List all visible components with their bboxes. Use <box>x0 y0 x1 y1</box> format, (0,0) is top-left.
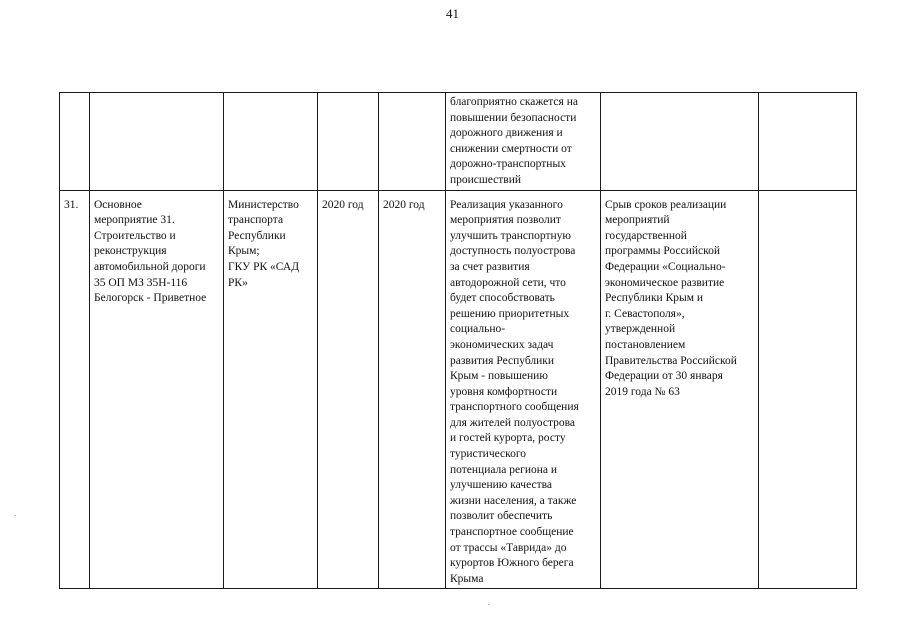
cell-start-year: 2020 год <box>318 190 379 589</box>
cell-link <box>759 93 857 191</box>
cell-link <box>759 190 857 589</box>
cell-activity-name: Основное мероприятие 31. Строительство и реконструкция автомобильной дороги 35 ОП МЗ 35Н-116 Белогорск - Приветное <box>90 190 224 589</box>
cell-consequences <box>601 93 759 191</box>
scan-artifact <box>488 604 490 605</box>
cell-expected-result: благоприятно скажется на повышении безопасности дорожного движения и снижении смертности от дорожно-транспортных происшествий <box>446 93 601 191</box>
page-number: 41 <box>446 6 459 21</box>
cell-number: 31. <box>60 190 90 589</box>
cell-activity-name <box>90 93 224 191</box>
scan-artifact <box>14 515 16 516</box>
cell-number <box>60 93 90 191</box>
cell-consequences: Срыв сроков реализации мероприятий государственной программы Российской Федерации «Социально- экономическое развитие Республики Крым и г. Севастополя», утвержденной постановлением Правительства Российской Федерации от 30 января 2019 года № 63 <box>601 190 759 589</box>
activities-table <box>59 92 857 589</box>
table-row <box>60 190 857 589</box>
cell-expected-result: Реализация указанного мероприятия позволит улучшить транспортную доступность полуострова за счет развития автодорожной сети, что будет способствовать решению приоритетных социально- экономических задач развития Республики Крым - повышению уровня комфортности транспортного сообщения для жителей полуострова и гостей курорта, росту туристического потенциала региона и улучшению качества жизни населения, а также позволит обеспечить транспортное сообщение от трассы «Таврида» до курортов Южного берега Крыма <box>446 190 601 589</box>
table-row <box>60 93 857 191</box>
cell-end-year: 2020 год <box>379 190 446 589</box>
cell-executor: Министерство транспорта Республики Крым; ГКУ РК «САД РК» <box>224 190 318 589</box>
cell-end-year <box>379 93 446 191</box>
cell-executor <box>224 93 318 191</box>
cell-start-year <box>318 93 379 191</box>
